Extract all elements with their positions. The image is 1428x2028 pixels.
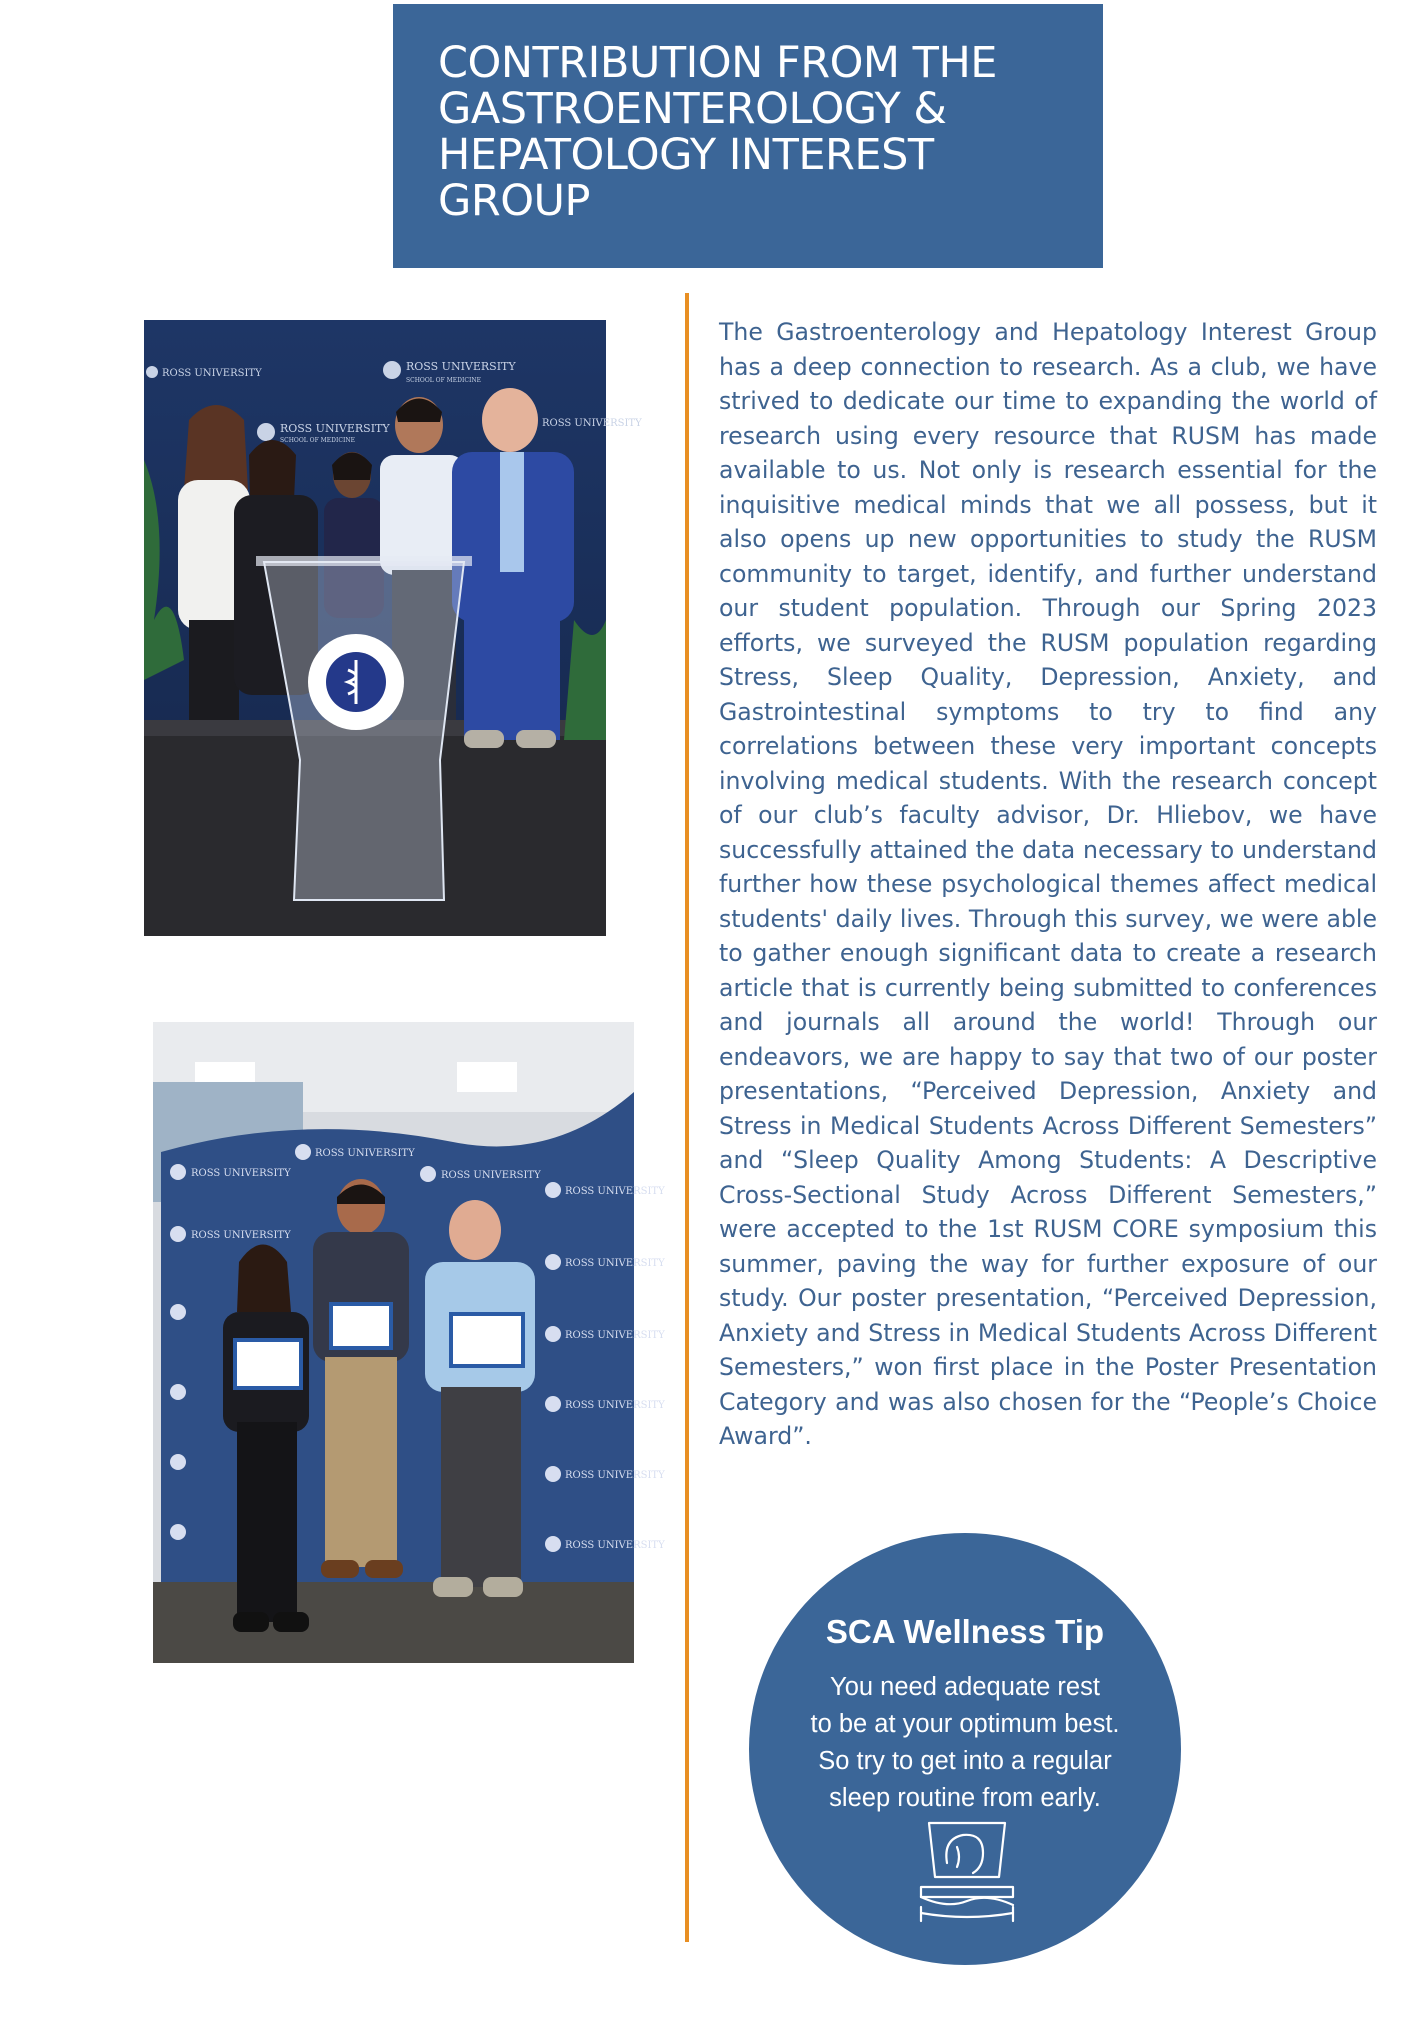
backdrop-logo-text: ROSS UNIVERSITY bbox=[162, 368, 262, 379]
backdrop-logo-subtext: SCHOOL OF MEDICINE bbox=[280, 437, 355, 444]
header-banner bbox=[393, 4, 1103, 268]
backdrop-logo-text: ROSS UNIVERSITY bbox=[406, 360, 516, 373]
wellness-tip-line: So try to get into a regular bbox=[818, 1747, 1112, 1775]
backdrop-logo-text: ROSS UNIVERSITY bbox=[191, 1230, 291, 1241]
wellness-tip-line: You need adequate rest bbox=[830, 1673, 1100, 1701]
backdrop-logo-text: ROSS UNIVERSITY bbox=[542, 418, 642, 429]
wellness-tip-title: SCA Wellness Tip bbox=[825, 1613, 1105, 1650]
sleeping-person-icon bbox=[917, 1817, 1017, 1923]
backdrop-logo-text: ROSS UNIVERSITY bbox=[565, 1400, 665, 1411]
wellness-tip-line: sleep routine from early. bbox=[829, 1784, 1101, 1812]
podium-group-photo bbox=[144, 320, 642, 936]
wellness-tip-line: to be at your optimum best. bbox=[810, 1710, 1120, 1738]
backdrop-logo-text: ROSS UNIVERSITY bbox=[565, 1470, 665, 1481]
backdrop-logo-text: ROSS UNIVERSITY bbox=[315, 1148, 415, 1159]
backdrop-logo-text: ROSS UNIVERSITY bbox=[441, 1170, 541, 1181]
backdrop-logo-text: ROSS UNIVERSITY bbox=[565, 1186, 665, 1197]
backdrop-logo-text: ROSS UNIVERSITY bbox=[565, 1258, 665, 1269]
vertical-divider bbox=[685, 293, 689, 1942]
backdrop-logo-text: ROSS UNIVERSITY bbox=[565, 1330, 665, 1341]
award-recipients-photo bbox=[153, 1022, 665, 1663]
wellness-tip-text bbox=[749, 1669, 1181, 1817]
backdrop-logo-text: ROSS UNIVERSITY bbox=[191, 1168, 291, 1179]
backdrop-logo-text: ROSS UNIVERSITY bbox=[280, 422, 390, 435]
page-title: CONTRIBUTION FROM THE GASTROENTEROLOGY & HEPATOLOGY INTEREST GROUP bbox=[438, 38, 997, 226]
backdrop-logo-text: ROSS UNIVERSITY bbox=[565, 1540, 665, 1551]
article-body: The Gastroenterology and Hepatology Interest Group has a deep connection to research. As a club, we have strived to dedicate our time to expanding the world of research using every resource that RUSM has made available to us. Not only is research essential for the inquisitive medical minds that we all possess, but it also opens up new opportunities to study the RUSM community to target, identify, and further understand our student population. Through our Spring 2023 efforts, we surveyed the RUSM population regarding Stress, Sleep Quality, Depression, Anxiety, and Gastrointestinal symptoms to try to find any correlations between these very important concepts involving medical students. With the research concept of our club’s faculty advisor, Dr. Hliebov, we have successfully attained the data necessary to understand further how these psychological themes affect medical students' daily lives. Through this survey, we were able to gather enough significant data to create a research article that is currently being submitted to conferences and journals all around the world! Through our endeavors, we are happy to say that two of our poster presentations, “Perceived Depression, Anxiety and Stress in Medical Students Across Different Semesters” and “Sleep Quality Among Students: A Descriptive Cross-Sectional Study Across Different Semesters,” were accepted to the 1st RUSM CORE symposium this summer, paving the way for further exposure of our study. Our poster presentation, “Perceived Depression, Anxiety and Stress in Medical Students Across Different Semesters,” won first place in the Poster Presentation Category and was also chosen for the “People’s Choice Award”. bbox=[719, 318, 1377, 1450]
wellness-tip-badge bbox=[749, 1533, 1181, 1965]
backdrop-logo-subtext: SCHOOL OF MEDICINE bbox=[406, 377, 481, 384]
